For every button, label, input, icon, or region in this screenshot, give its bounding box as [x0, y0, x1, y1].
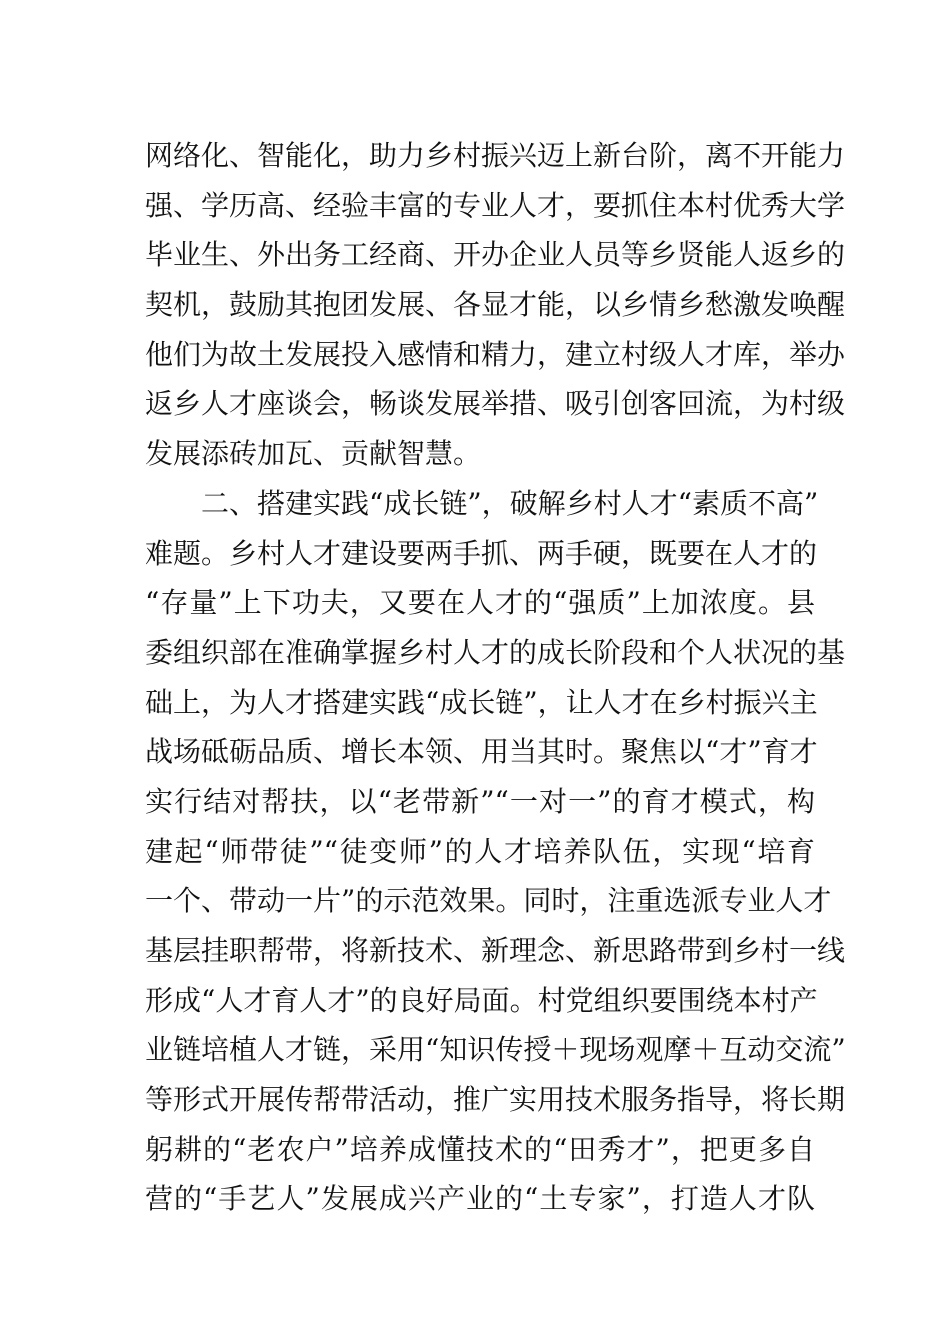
text-line-19: 业链培植人才链，采用“知识传授＋现场观摩＋互动交流” — [145, 1033, 846, 1067]
text-line-8: 二、搭建实践“成长链”，破解乡村人才“素质不高” — [145, 486, 819, 520]
text-line-16: 一个、带动一片”的示范效果。同时，注重选派专业人才 — [145, 884, 832, 918]
text-line-1: 网络化、智能化，助力乡村振兴迈上新台阶，离不开能力 — [145, 139, 846, 172]
text-line-5: 他们为故土发展投入感情和精力，建立村级人才库，举办 — [145, 337, 846, 371]
text-line-2: 强、学历高、经验丰富的专业人才，要抓住本村优秀大学 — [145, 188, 846, 222]
text-line-13: 战场砥砺品质、增长本领、用当其时。聚焦以“才”育才 — [145, 735, 818, 769]
text-line-7: 发展添砖加瓦、贡献智慧。 — [145, 437, 482, 471]
text-line-17: 基层挂职帮带，将新技术、新理念、新思路带到乡村一线 — [145, 934, 846, 967]
text-line-14: 实行结对帮扶，以“老带新”“一对一”的育才模式，构 — [145, 784, 815, 818]
text-line-21: 躬耕的“老农户”培养成懂技术的“田秀才”，把更多自 — [145, 1132, 815, 1166]
text-line-18: 形成“人才育人才”的良好局面。村党组织要围绕本村产 — [145, 983, 818, 1017]
text-line-22: 营的“手艺人”发展成兴产业的“土专家”，打造人才队 — [145, 1182, 815, 1216]
text-line-10: “存量”上下功夫，又要在人才的“强质”上加浓度。县 — [145, 586, 815, 620]
text-line-11: 委组织部在准确掌握乡村人才的成长阶段和个人状况的基 — [145, 635, 846, 669]
text-line-12: 础上，为人才搭建实践“成长链”，让人才在乡村振兴主 — [145, 685, 818, 719]
text-line-15: 建起“师带徒”“徒变师”的人才培养队伍，实现“培育 — [145, 834, 815, 868]
text-line-6: 返乡人才座谈会，畅谈发展举措、吸引创客回流，为村级 — [145, 387, 846, 421]
body-text — [145, 131, 846, 1224]
text-line-3: 毕业生、外出务工经商、开办企业人员等乡贤能人返乡的 — [145, 238, 846, 272]
text-line-20: 等形式开展传帮带活动，推广实用技术服务指导，将长期 — [145, 1083, 846, 1117]
text-line-9: 难题。乡村人才建设要两手抓、两手硬，既要在人才的 — [145, 536, 818, 570]
text-line-4: 契机，鼓励其抱团发展、各显才能，以乡情乡愁激发唤醒 — [145, 288, 846, 322]
